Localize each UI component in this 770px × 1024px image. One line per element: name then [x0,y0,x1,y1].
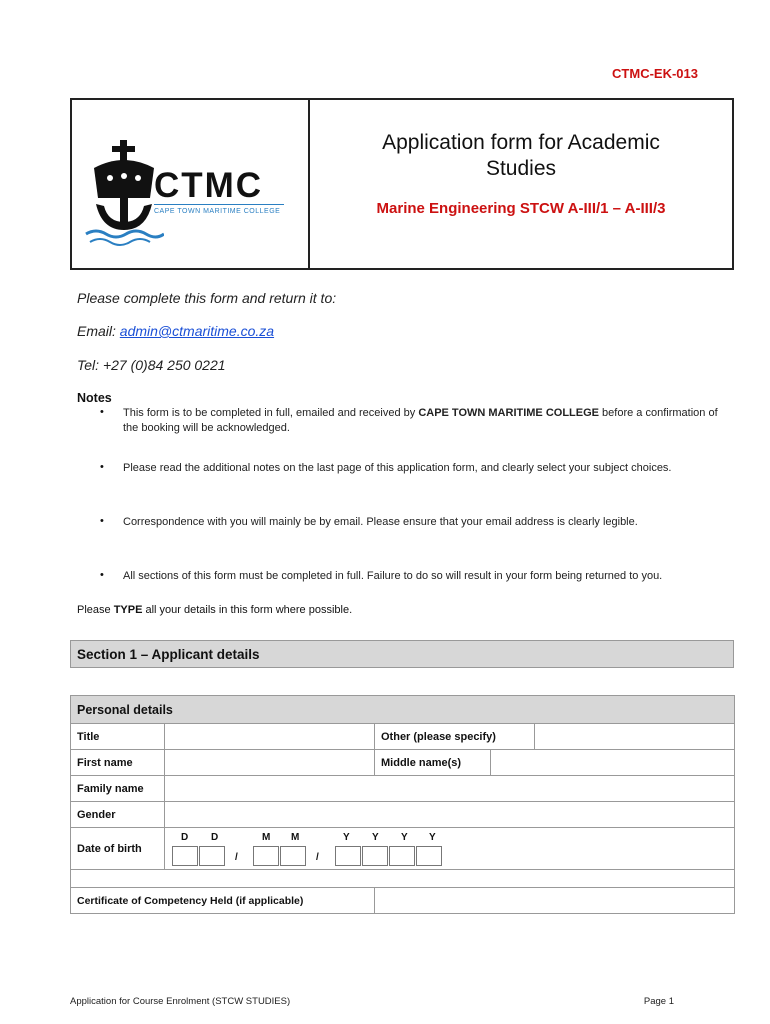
first-name-field[interactable] [165,750,375,776]
dob-year-1[interactable] [335,846,361,866]
logo-divider [154,204,284,205]
return-instructions: Please complete this form and return it to: [77,290,337,306]
email-link[interactable]: admin@ctmaritime.co.za [119,323,275,339]
type-instruction: Please TYPE all your details in this form where possible. [77,604,353,616]
bullet: • [100,569,104,581]
family-name-label: Family name [71,776,165,802]
dob-label: Date of birth [71,828,165,870]
bullet: • [100,461,104,473]
notes-heading: Notes [77,391,112,405]
middle-name-label: Middle name(s) [375,750,491,776]
personal-details-heading: Personal details [71,696,735,724]
personal-details-table [70,695,735,914]
gender-field[interactable] [165,802,735,828]
form-title: Application form for Academic Studies [382,131,660,180]
coc-field[interactable] [375,888,735,914]
dob-month-2[interactable] [280,846,306,866]
header-title-block [310,100,732,268]
logo-wordmark: CTMC [154,166,264,205]
dob-year-3[interactable] [389,846,415,866]
email-line: Email: admin@ctmaritime.co.za [77,323,275,339]
first-name-label: First name [71,750,165,776]
title-field[interactable] [165,724,375,750]
document-code: CTMC-EK-013 [612,66,698,81]
tel-line: Tel: +27 (0)84 250 0221 [77,357,226,373]
spacer-row [71,870,735,888]
note-item: This form is to be completed in full, emailed and received by CAPE TOWN MARITIME COLLEGE before a confirmation of the booking will be acknowledged. [123,407,718,434]
page-number: Page 1 [643,996,674,1007]
dob-year-4[interactable] [416,846,442,866]
dob-field[interactable]: D D M M Y Y Y Y / / [165,828,735,870]
logo-tagline: CAPE TOWN MARITIME COLLEGE [154,208,281,215]
logo [72,100,310,268]
title-label: Title [71,724,165,750]
other-field[interactable] [535,724,735,750]
section-1-header: Section 1 – Applicant details [70,640,734,668]
gender-label: Gender [71,802,165,828]
note-item: All sections of this form must be completed in full. Failure to do so will result in your form being returned to you. [123,570,663,582]
coc-label: Certificate of Competency Held (if applicable) [71,888,375,914]
bullet: • [100,406,104,418]
form-subtitle: Marine Engineering STCW A-III/1 – A-III/3 [376,200,666,217]
dob-day-1[interactable] [172,846,198,866]
note-item: Correspondence with you will mainly be by email. Please ensure that your email address is clearly legible. [123,516,638,528]
header-box [70,98,734,270]
anchor-ship-icon [84,138,164,248]
bullet: • [100,515,104,527]
note-item: Please read the additional notes on the last page of this application form, and clearly select your subject choices. [123,462,672,474]
middle-name-field[interactable] [491,750,735,776]
dob-year-2[interactable] [362,846,388,866]
other-label: Other (please specify) [375,724,535,750]
dob-month-1[interactable] [253,846,279,866]
footer-title: Application for Course Enrolment (STCW STUDIES) [70,996,291,1007]
family-name-field[interactable] [165,776,735,802]
dob-day-2[interactable] [199,846,225,866]
